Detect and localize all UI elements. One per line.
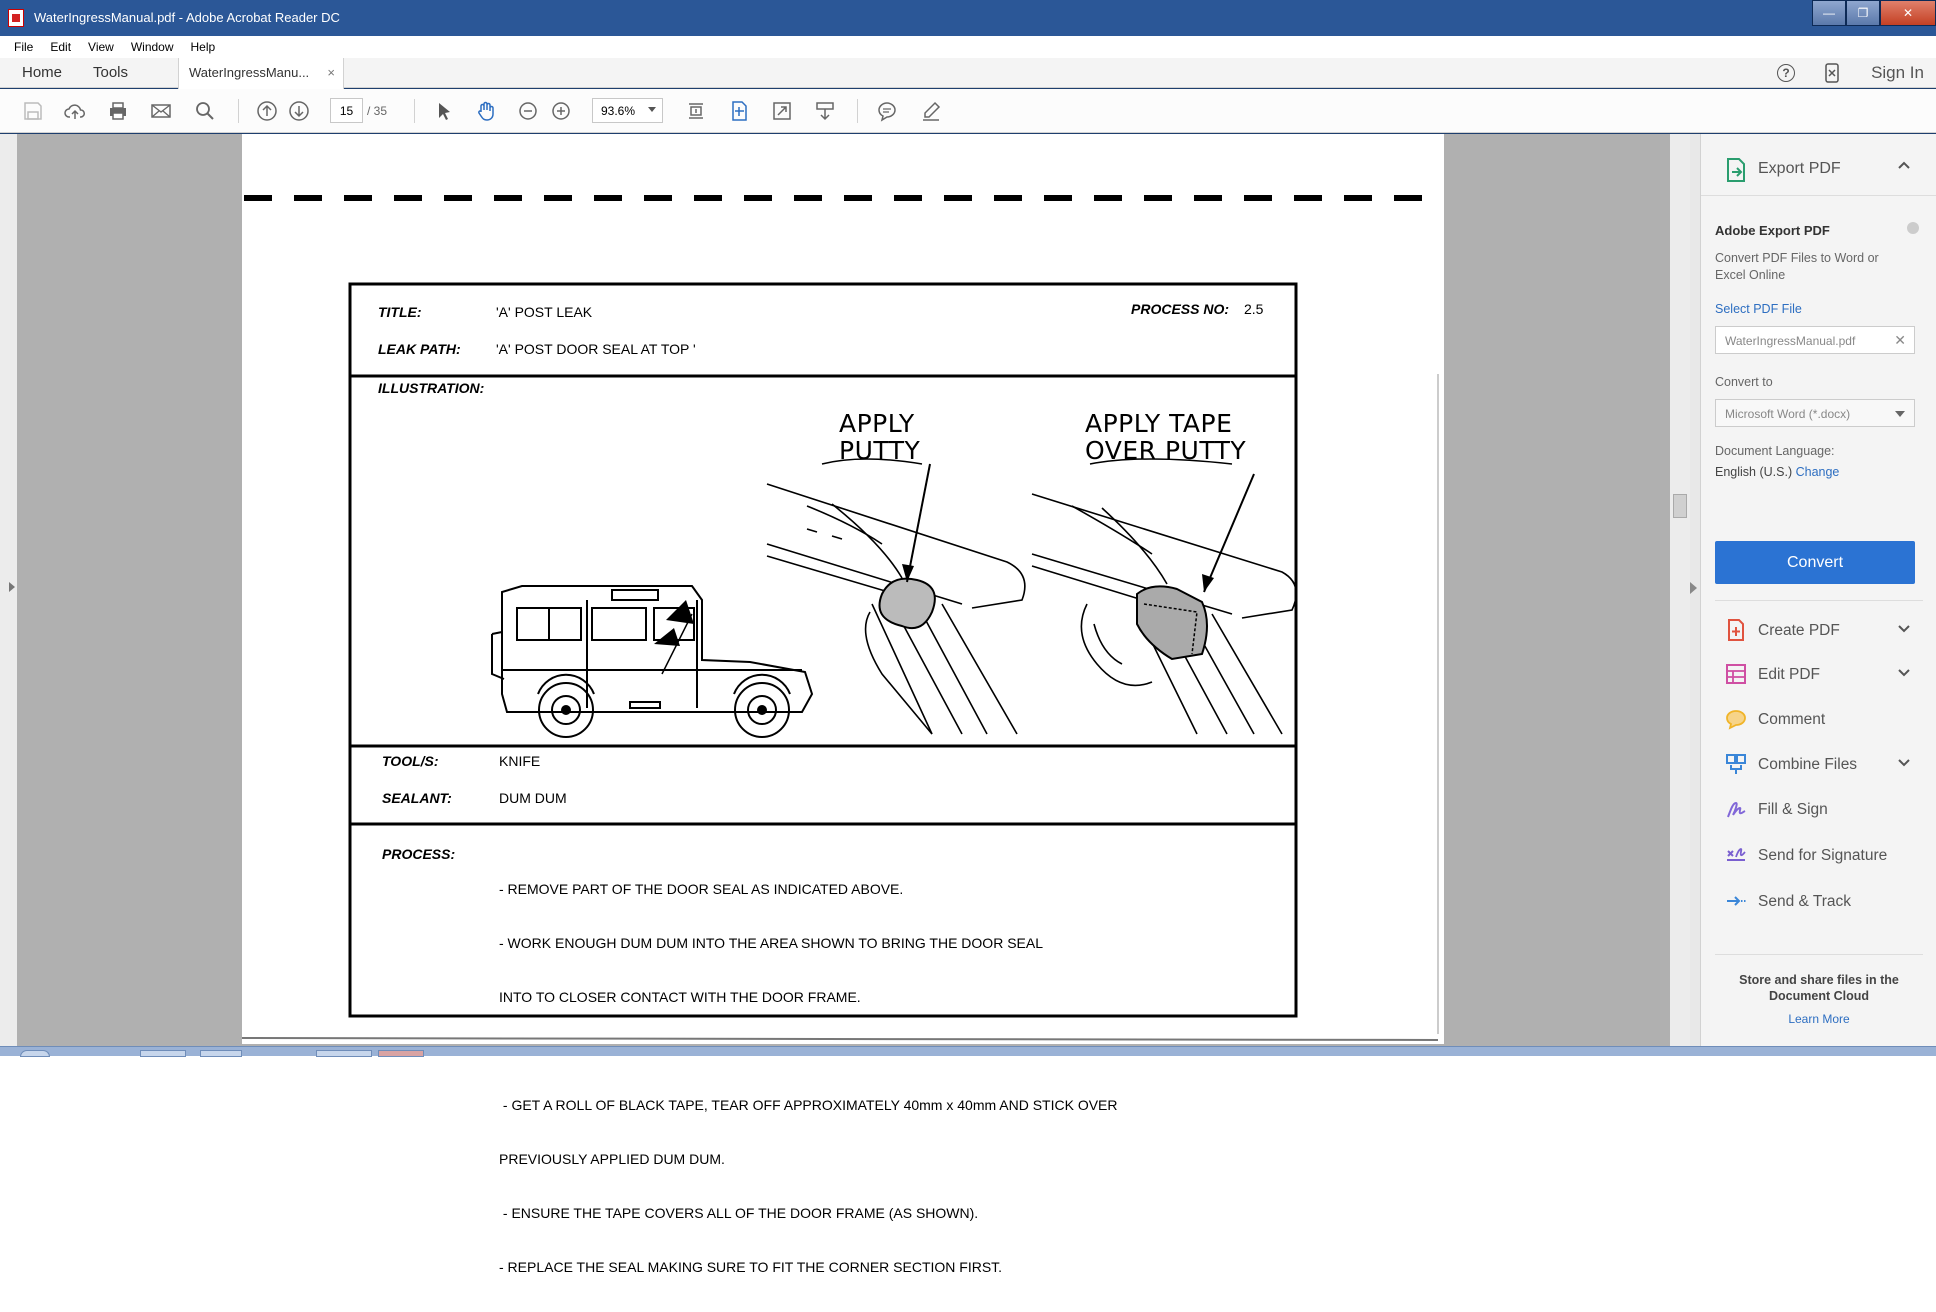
keyboard-scroll-icon[interactable]	[812, 98, 838, 124]
expand-arrow-icon	[9, 582, 15, 592]
tab-tools[interactable]: Tools	[93, 64, 129, 81]
selected-file-field[interactable]	[1715, 326, 1915, 354]
zoom-in-icon[interactable]	[548, 98, 574, 124]
previous-page-icon[interactable]	[254, 98, 280, 124]
callout-apply-tape-2: OVER PUTTY	[1085, 436, 1247, 465]
chevron-down-icon[interactable]	[1897, 665, 1911, 679]
change-language-link[interactable]: Change	[1795, 465, 1840, 479]
select-tool-icon[interactable]	[431, 98, 457, 124]
close-window-button[interactable]: ✕	[1880, 0, 1936, 26]
tool-label: Create PDF	[1758, 622, 1840, 639]
document-tab-label: WaterIngressManu...	[189, 65, 310, 80]
format-value: Microsoft Word (*.docx)	[1725, 407, 1851, 421]
process-line: - GET A ROLL OF BLACK TAPE, TEAR OFF APPROXIMATELY 40mm x 40mm AND STICK OVER	[499, 1097, 1118, 1113]
combine-files-icon	[1725, 753, 1747, 775]
window-title: WaterIngressManual.pdf - Adobe Acrobat Reader DC	[34, 10, 340, 25]
process-no-value: 2.5	[1244, 301, 1264, 317]
print-icon[interactable]	[105, 98, 131, 124]
format-select[interactable]	[1715, 399, 1915, 427]
acrobat-app-icon	[8, 9, 24, 27]
tools-label: TOOL/S:	[382, 753, 439, 769]
tool-comment[interactable]	[1701, 701, 1936, 737]
tool-label: Fill & Sign	[1758, 801, 1828, 818]
left-pane-handle[interactable]	[0, 134, 17, 1046]
fill-sign-icon	[1725, 798, 1747, 820]
tab-home[interactable]: Home	[22, 64, 63, 81]
document-language-label: Document Language:	[1715, 444, 1835, 458]
process-line: - ENSURE THE TAPE COVERS ALL OF THE DOOR FRAME (AS SHOWN).	[499, 1205, 979, 1221]
clear-file-icon[interactable]: ✕	[1894, 332, 1906, 348]
comment-icon	[1725, 708, 1747, 730]
export-pdf-icon	[1725, 158, 1747, 182]
menu-help[interactable]: Help	[190, 40, 216, 54]
scrollbar-thumb[interactable]	[1673, 494, 1687, 518]
tools-value: KNIFE	[499, 753, 541, 769]
save-icon[interactable]	[20, 98, 46, 124]
scrolling-mode-icon[interactable]	[683, 98, 709, 124]
send-track-icon	[1725, 890, 1747, 912]
process-line: PREVIOUSLY APPLIED DUM DUM.	[499, 1151, 725, 1167]
toolbar	[0, 89, 1936, 133]
convert-button[interactable]: Convert	[1715, 541, 1915, 584]
taskbar	[0, 1046, 1936, 1056]
convert-to-label: Convert to	[1715, 375, 1773, 389]
search-icon[interactable]	[192, 98, 218, 124]
tool-create-pdf[interactable]	[1701, 612, 1936, 648]
tool-edit-pdf[interactable]	[1701, 656, 1936, 692]
chevron-down-icon[interactable]	[1897, 755, 1911, 769]
export-pdf-header[interactable]	[1701, 134, 1936, 196]
right-pane-handle[interactable]	[1690, 134, 1700, 1046]
zoom-level-value: 93.6%	[601, 104, 636, 118]
full-screen-icon[interactable]	[769, 98, 795, 124]
tab-document[interactable]	[178, 58, 344, 89]
process-line: INTO TO CLOSER CONTACT WITH THE DOOR FRAME.	[499, 989, 861, 1005]
export-pdf-title: Export PDF	[1758, 160, 1841, 177]
chevron-down-icon[interactable]	[1897, 621, 1911, 635]
edit-pdf-icon	[1725, 663, 1747, 685]
menu-window[interactable]: Window	[130, 40, 174, 54]
learn-more-link[interactable]: Learn More	[1788, 1012, 1850, 1026]
tool-send-track[interactable]	[1701, 883, 1936, 919]
info-icon[interactable]	[1905, 220, 1921, 236]
selected-file-name: WaterIngressManual.pdf	[1725, 334, 1856, 348]
process-no-label: PROCESS NO:	[1131, 301, 1230, 317]
process-label: PROCESS:	[382, 846, 456, 862]
title-label: TITLE:	[378, 304, 422, 320]
menu-edit[interactable]: Edit	[50, 40, 72, 54]
select-pdf-file-link[interactable]: Select PDF File	[1715, 302, 1802, 316]
title-value: 'A' POST LEAK	[496, 304, 593, 320]
tool-label: Combine Files	[1758, 756, 1858, 773]
comment-icon[interactable]	[874, 98, 900, 124]
sign-in-link[interactable]: Sign In	[1871, 63, 1924, 82]
process-steps	[499, 844, 1118, 1312]
process-line: - REPLACE THE SEAL MAKING SURE TO FIT THE CORNER SECTION FIRST.	[499, 1259, 1003, 1275]
tab-bar-right	[1777, 58, 1936, 88]
chevron-up-icon[interactable]	[1897, 158, 1911, 172]
illustration-label: ILLUSTRATION:	[378, 380, 485, 396]
create-pdf-icon	[1725, 619, 1747, 641]
callout-apply-putty-1: APPLY	[839, 409, 915, 438]
process-line: - WORK ENOUGH DUM DUM INTO THE AREA SHOWN TO BRING THE DOOR SEAL	[499, 935, 1043, 951]
title-bar	[0, 0, 1936, 36]
zoom-out-icon[interactable]	[515, 98, 541, 124]
close-tab-icon[interactable]: ×	[327, 65, 335, 80]
menu-view[interactable]: View	[88, 40, 114, 54]
leak-path-label: LEAK PATH:	[378, 341, 461, 357]
callout-apply-putty-2: PUTTY	[839, 436, 921, 465]
document-cloud-text: Store and share files in the Document Cloud	[1739, 973, 1899, 1003]
sealant-value: DUM DUM	[499, 790, 567, 806]
tool-label: Send & Track	[1758, 893, 1852, 910]
chevron-down-icon	[648, 107, 656, 112]
tools-pane	[1700, 134, 1936, 1046]
email-icon[interactable]	[148, 98, 174, 124]
fit-page-icon[interactable]	[726, 98, 752, 124]
document-viewer[interactable]	[0, 134, 1690, 1275]
vertical-scrollbar[interactable]	[1670, 134, 1690, 1046]
tool-fill-sign[interactable]	[1701, 791, 1936, 827]
export-description: Convert PDF Files to Word or Excel Online	[1715, 251, 1879, 282]
window-controls	[1812, 0, 1936, 28]
page-total: / 35	[367, 104, 388, 118]
zoom-level-select[interactable]	[592, 98, 663, 123]
pdf-page	[242, 134, 1444, 1275]
hand-tool-icon[interactable]	[473, 98, 499, 124]
sealant-label: SEALANT:	[382, 790, 452, 806]
send-signature-icon	[1725, 844, 1747, 866]
chevron-down-icon	[1895, 411, 1905, 417]
tool-combine-files[interactable]	[1701, 746, 1936, 782]
vehicle-drawing	[492, 586, 812, 737]
tab-bar	[0, 58, 1936, 88]
collapse-arrow-icon	[1690, 582, 1697, 594]
tool-label: Send for Signature	[1758, 847, 1888, 864]
highlight-pen-icon[interactable]	[918, 98, 944, 124]
maximize-button[interactable]: ❐	[1846, 0, 1880, 26]
page-number-input[interactable]	[330, 98, 363, 123]
tool-label: Comment	[1758, 711, 1826, 728]
tool-label: Edit PDF	[1758, 666, 1821, 683]
adobe-export-title: Adobe Export PDF	[1715, 223, 1830, 238]
tool-send-for-signature[interactable]	[1701, 837, 1936, 873]
menu-bar	[0, 36, 1936, 58]
document-language-value: English (U.S.)	[1715, 465, 1793, 479]
leak-path-value: 'A' POST DOOR SEAL AT TOP '	[496, 341, 696, 357]
minimize-button[interactable]: —	[1812, 0, 1846, 26]
help-icon[interactable]: ?	[1777, 64, 1795, 82]
callout-apply-tape-1: APPLY TAPE	[1085, 409, 1233, 438]
mobile-link-icon[interactable]	[1825, 63, 1839, 83]
process-line: - REMOVE PART OF THE DOOR SEAL AS INDICATED ABOVE.	[499, 881, 904, 897]
next-page-icon[interactable]	[286, 98, 312, 124]
menu-file[interactable]: File	[14, 40, 34, 54]
document-language-row	[1715, 465, 1839, 479]
upload-cloud-icon[interactable]	[62, 98, 88, 124]
